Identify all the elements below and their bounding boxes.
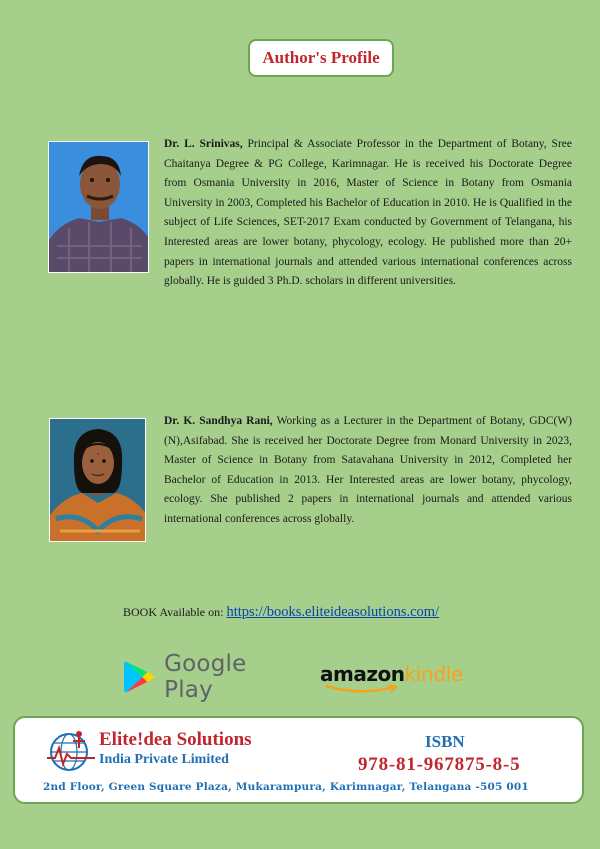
author-photo-sandhya xyxy=(49,418,146,542)
amazon-kindle-badge[interactable] xyxy=(320,662,465,702)
publisher-logo xyxy=(45,728,275,774)
amazon-label: amazon xyxy=(320,662,405,686)
book-store-link[interactable]: https://books.eliteideasolutions.com/ xyxy=(226,604,440,620)
google-play-icon xyxy=(124,659,155,695)
author-bio-srinivas xyxy=(164,135,572,292)
availability-label: BOOK Available on: xyxy=(123,605,227,619)
page-title: Author's Profile xyxy=(262,48,380,67)
author-photo-srinivas xyxy=(48,141,149,273)
google-play-badge[interactable] xyxy=(124,651,299,703)
amazon-smile-icon xyxy=(324,684,404,694)
author-name-sandhya: Dr. K. Sandhya Rani, xyxy=(164,415,273,427)
google-play-label: Google Play xyxy=(164,651,247,703)
publisher-footer xyxy=(13,716,584,804)
publisher-address: 2nd Floor, Green Square Plaza, Mukarampura, Karimnagar, Telangana -505 001 xyxy=(43,781,529,793)
availability-line xyxy=(123,604,483,621)
author-bio-text-sandhya: Working as a Lecturer in the Department of Botany, GDC(W)(N),Asifabad. She is received her Doctorate Degree from Monard University in 2023, Master of Science in Botany from Satavahana University in 2012, Completed her Bachelor of Education in 2013. Her Interested areas are lower botany, phycology, ecology. She published 2 papers in international journals and attended various international conferences across globally. xyxy=(164,415,572,525)
isbn-label: ISBN xyxy=(425,732,465,751)
kindle-label: kindle xyxy=(404,662,464,686)
publisher-name: Elite!dea Solutions xyxy=(99,729,252,750)
author-bio-sandhya xyxy=(164,412,572,530)
profile-title-box xyxy=(248,39,394,77)
author-name-srinivas: Dr. L. Srinivas, xyxy=(164,138,243,150)
publisher-subtitle: India Private Limited xyxy=(99,752,229,767)
isbn-number: 978-81-967875-8-5 xyxy=(358,754,521,775)
author-bio-text-srinivas: Principal & Associate Professor in the Department of Botany, Sree Chaitanya Degree & PG College, Karimnagar. He is received his Doctorate Degree from Osmania University in 2016, Master of Science in Botany from Osmania University in 2003, Completed his Bachelor of Education in 2010. He is Qualified in the subject of Life Sciences, SET-2017 Exam conducted by Government of Telangana, his Interested areas are lower botany, phycology, ecology. He published more than 20+ papers in international journals and attended various international conferences across globally. He is guided 3 Ph.D. scholars in different universities. xyxy=(164,138,572,288)
globe-figure-icon xyxy=(45,728,97,774)
